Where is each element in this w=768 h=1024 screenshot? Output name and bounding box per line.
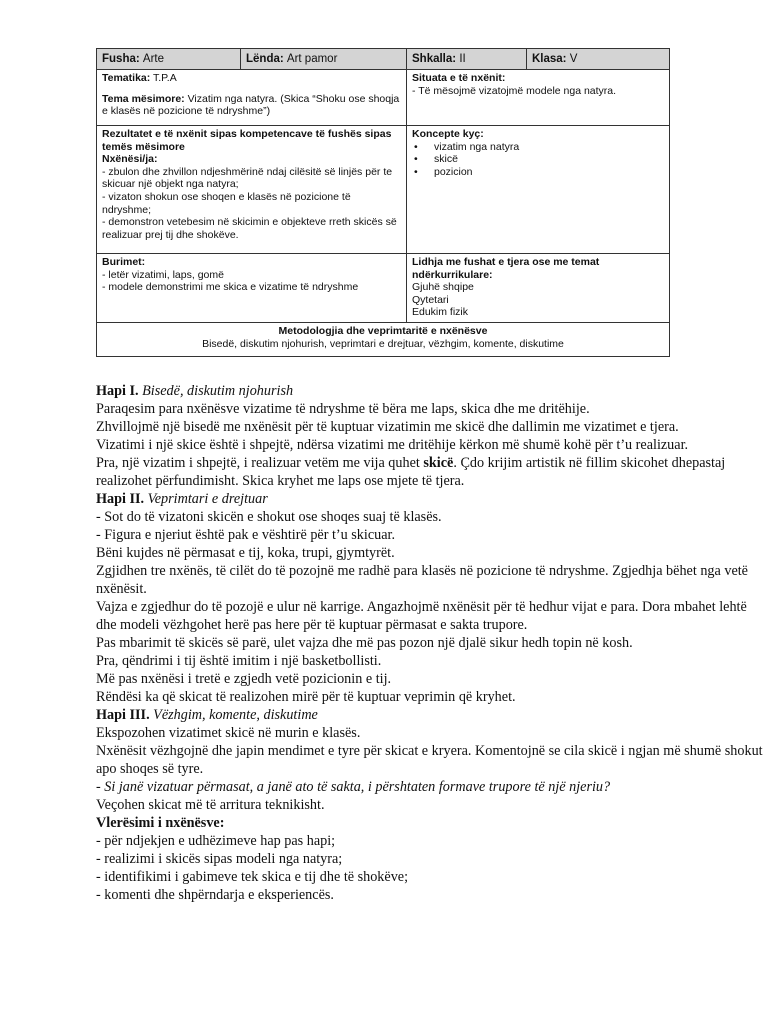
burimet-cell <box>97 254 407 323</box>
lenda-cell: Lënda: Art pamor <box>241 49 407 70</box>
rezultatet-item: - zbulon dhe zhvillon ndjeshmërinë ndaj cilësitë së linjës për te skicuar një objekt nga natyra; <box>102 165 393 191</box>
question-paragraph: - Si janë vizatuar përmasat, a janë ato të sakta, i përshtaten formave trupore të një njeriu? <box>96 779 611 795</box>
lidhja-item: Edukim fizik <box>412 306 469 319</box>
vleresimi-item: - realizimi i skicës sipas modeli nga natyra; <box>96 851 343 867</box>
metodologjia-value: Bisedë, diskutim njohurish, veprimtari e drejtuar, vëzhgim, komente, diskutime <box>202 337 564 350</box>
tematika-label: Tematika: <box>102 72 151 84</box>
paragraph: Paraqesim para nxënësve vizatime të ndryshme të bëra me laps, skica dhe me dritëhije. <box>96 401 590 417</box>
paragraph: Zgjidhen tre nxënës, të cilët do të pozojnë me radhë para klasës në pozicione të ndryshme. Zgjedhja bëhet nga vetë nxënësit. <box>96 563 748 597</box>
vleresimi-heading: Vlerësimi i nxënësve: <box>96 815 225 831</box>
fusha-value: Arte <box>142 52 164 65</box>
fusha-cell: Fusha: Arte <box>97 49 241 70</box>
lesson-body <box>96 382 768 904</box>
koncept-item: • pozicion <box>412 166 664 179</box>
hapi1-heading: Hapi I. Bisedë, diskutim njohurish <box>96 383 294 399</box>
burimet-item: - letër vizatimi, laps, gomë <box>102 268 224 281</box>
burimet-row <box>97 254 670 323</box>
situata-cell <box>407 70 670 126</box>
tema-value: Vizatim nga natyra. (Skica “Shoku ose shoqja e klasës në pozicione të ndryshme”) <box>102 92 400 118</box>
shkalla-value: II <box>459 52 466 65</box>
paragraph: Më pas nxënësi i tretë e zgjedh vetë pozicionin e tij. <box>96 671 392 687</box>
shkalla-cell: Shkalla: II <box>407 49 527 70</box>
paragraph: Nxënësit vëzhgojnë dhe japin mendimet e tyre për skicat e kryera. Komentojnë se cila skicë i ngjan më shumë shokut apo shoqes së tyre. <box>96 743 763 777</box>
lenda-value: Art pamor <box>286 52 338 65</box>
burimet-label: Burimet: <box>102 256 146 268</box>
keyword-skice: skicë <box>423 455 454 471</box>
koncept-item: • vizatim nga natyra <box>412 141 664 154</box>
rezultatet-heading: Rezultatet e të nxënit sipas kompetencave të fushës sipas temës mësimore <box>102 128 392 153</box>
rezultatet-item: - demonstron vetebesim në skicimin e objekteve rreth skicës së realizuar prej tij dhe shokëve. <box>102 216 397 241</box>
lidhja-item: Qytetari <box>412 293 449 306</box>
tematika-row <box>97 70 670 126</box>
tematika-value: T.P.A <box>152 72 177 84</box>
situata-value: - Të mësojmë vizatojmë modele nga natyra. <box>412 84 617 97</box>
metodologjia-row <box>97 322 670 356</box>
metodologjia-label: Metodologjia dhe veprimtaritë e nxënësve <box>278 324 488 337</box>
paragraph: Ekspozohen vizatimet skicë në murin e klasës. <box>96 725 361 741</box>
paragraph: Bëni kujdes në përmasat e tij, koka, trupi, gjymtyrët. <box>96 545 395 561</box>
tematika-cell <box>97 70 407 126</box>
lesson-plan-table <box>96 48 670 357</box>
paragraph: Vizatimi i një skice është i shpejtë, ndërsa vizatimi me dritëhije kërkon më shumë kohë për t’u realizuar. <box>96 437 689 453</box>
paragraph: Zhvillojmë një bisedë me nxënësit për të kuptuar vizatimin me skicë dhe dallimin me vizatimet e tjera. <box>96 419 679 435</box>
paragraph: Rëndësi ka që skicat të realizohen mirë për të kuptuar veprimin që kryhet. <box>96 689 516 705</box>
rezultatet-cell <box>97 126 407 254</box>
vleresimi-item: - komenti dhe shpërndarja e eksperiencës. <box>96 887 334 903</box>
hapi2-heading: Hapi II. Veprimtari e drejtuar <box>96 491 268 507</box>
paragraph: Pas mbarimit të skicës së parë, ulet vajza dhe më pas pozon një djalë sikur hedh topin në kosh. <box>96 635 633 651</box>
lidhja-item: Gjuhë shqipe <box>412 281 474 294</box>
koncepte-list <box>412 141 664 179</box>
lidhja-label: Lidhja me fushat e tjera ose me temat ndërkurrikulare: <box>412 256 600 281</box>
paragraph: Veçohen skicat më të arritura teknikisht. <box>96 797 325 813</box>
klasa-cell: Klasa: V <box>527 49 670 70</box>
paragraph: - Figura e njeriut është pak e vështirë për t’u skicuar. <box>96 527 396 543</box>
paragraph: Vajza e zgjedhur do të pozojë e ulur në karrige. Angazhojmë nxënësit për të hedhur vijat e para. Dora mbahet lehtë dhe modeli vëzhgohet herë pas here për të kuptuar përmasat e sakta trupore. <box>96 599 747 633</box>
koncepte-cell <box>407 126 670 254</box>
rezultatet-sub: Nxënësi/ja: <box>102 153 158 166</box>
metodologjia-cell <box>97 322 670 356</box>
paragraph: - Sot do të vizatoni skicën e shokut ose shoqes suaj të klasës. <box>96 509 442 525</box>
hapi3-heading: Hapi III. Vëzhgim, komente, diskutime <box>96 707 318 723</box>
lidhja-cell <box>407 254 670 323</box>
rezultatet-item: - vizaton shokun ose shoqen e klasës në pozicione të ndryshme; <box>102 190 351 216</box>
vleresimi-item: - identifikimi i gabimeve tek skica e tij dhe të shokëve; <box>96 869 409 885</box>
burimet-item: - modele demonstrimi me skica e vizatime të ndryshme <box>102 281 359 294</box>
koncept-item: • skicë <box>412 153 664 166</box>
tema-label: Tema mësimore: <box>102 92 185 105</box>
paragraph: Pra, qëndrimi i tij është imitim i një basketbollisti. <box>96 653 382 669</box>
vleresimi-item: - për ndjekjen e udhëzimeve hap pas hapi; <box>96 833 336 849</box>
klasa-value: V <box>569 52 578 65</box>
header-row <box>97 49 670 70</box>
situata-label: Situata e të nxënit: <box>412 72 506 84</box>
rezultatet-row <box>97 126 670 254</box>
definition-paragraph: Pra, një vizatim i shpejtë, i realizuar vetëm me vija quhet skicë. Çdo krijim artistik në fillim skicohet dhepastaj realizohet përfundimisht. Skica kryhet me laps ose mjete të tjera. <box>96 455 726 489</box>
koncepte-label: Koncepte kyç: <box>412 128 484 140</box>
